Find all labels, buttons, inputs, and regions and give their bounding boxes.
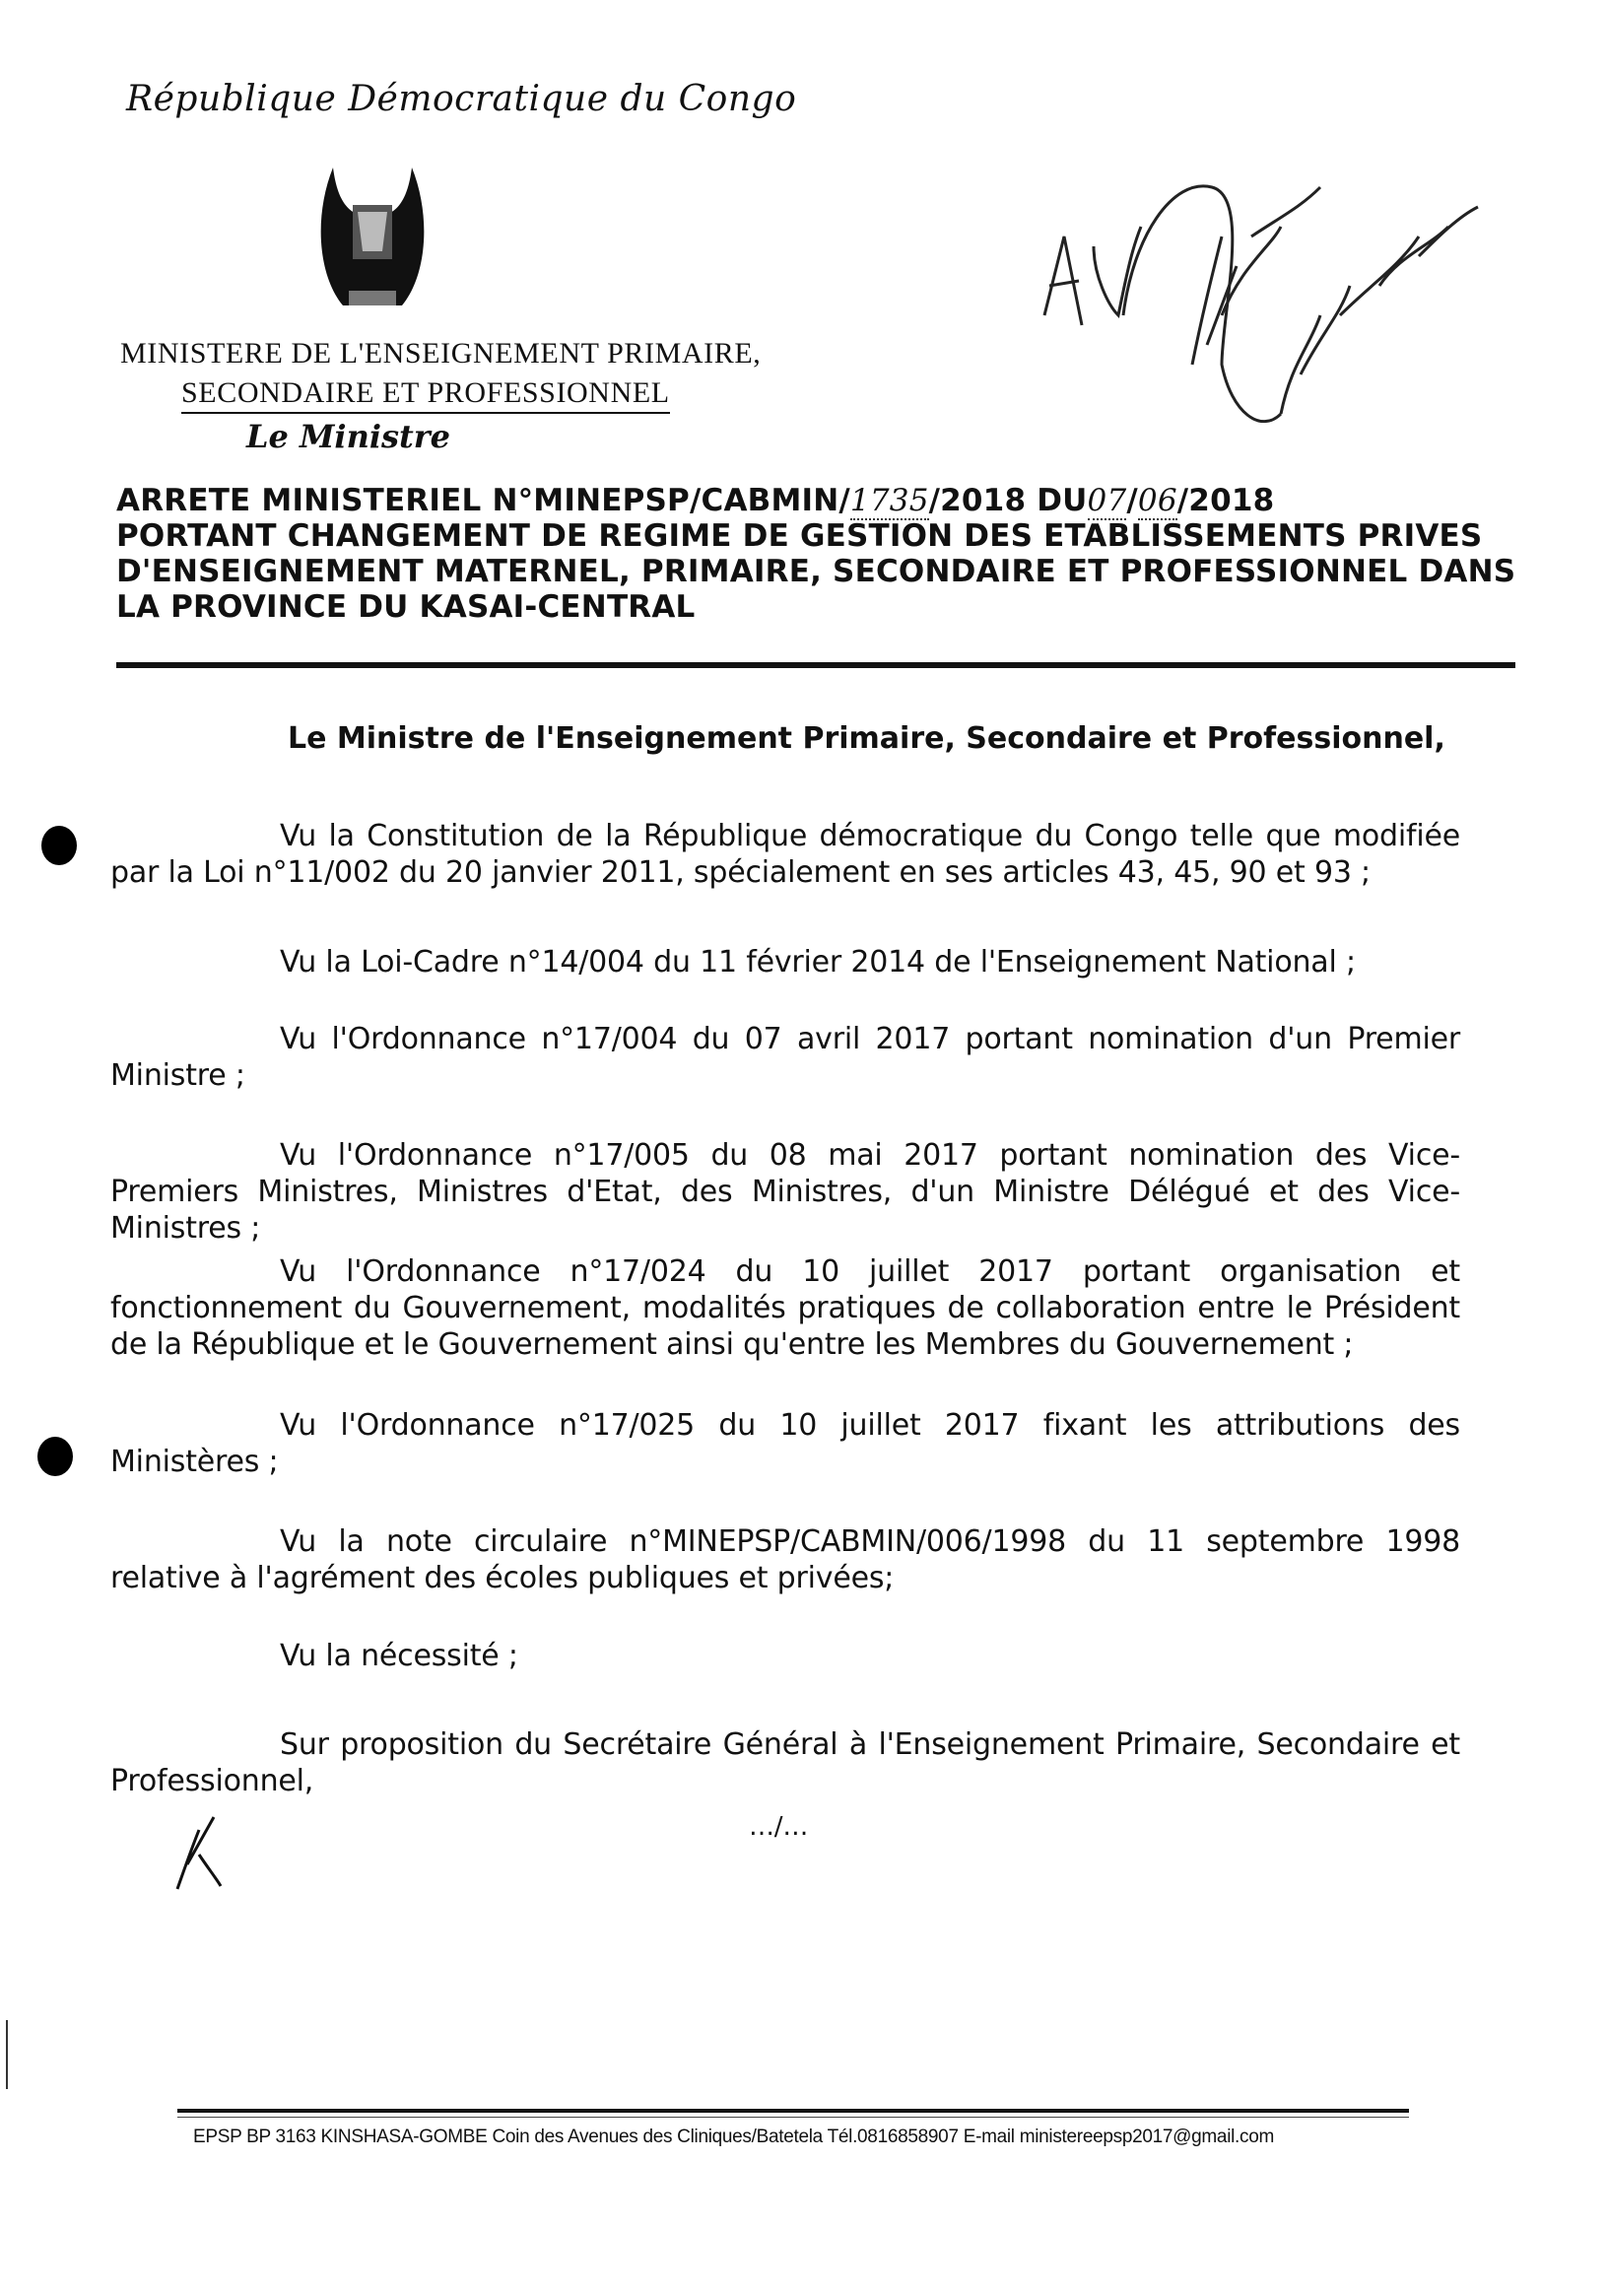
decree-title-line2: PORTANT CHANGEMENT DE REGIME DE GESTION DES ETABLISSEMENTS PRIVES [116, 518, 1483, 554]
consideration-paragraph [110, 944, 1460, 980]
decree-reference-line [116, 483, 1515, 518]
punch-hole-mark [41, 826, 77, 865]
punch-hole-mark [37, 1437, 73, 1476]
scan-margin-line [6, 2020, 8, 2089]
consideration-paragraph [110, 1523, 1460, 1596]
decree-title-line3: D'ENSEIGNEMENT MATERNEL, PRIMAIRE, SECONDAIRE ET PROFESSIONNEL DANS [116, 554, 1516, 589]
consideration-text: Vu l'Ordonnance n°17/025 du 10 juillet 2017 fixant les attributions des Ministères ; [110, 1408, 1460, 1479]
decree-ref-prefix: ARRETE MINISTERIEL N°MINEPSP/CABMIN/ [116, 483, 850, 518]
consideration-text: Vu l'Ordonnance n°17/004 du 07 avril 2017 portant nomination d'un Premier Ministre ; [110, 1022, 1460, 1093]
consideration-text: Vu la nécessité ; [280, 1639, 518, 1673]
decree-ref-year: /2018 [1176, 483, 1275, 518]
decree-title-line4: LA PROVINCE DU KASAI-CENTRAL [116, 589, 696, 625]
consideration-text: Vu la Loi-Cadre n°14/004 du 11 février 2014 de l'Enseignement National ; [280, 945, 1356, 979]
consideration-paragraph [110, 1021, 1460, 1094]
handwritten-annotation-stamp [1025, 118, 1488, 453]
decree-title [116, 483, 1515, 625]
consideration-paragraph [110, 1253, 1460, 1363]
consideration-paragraph [110, 1407, 1460, 1480]
republic-heading: République Démocratique du Congo [126, 79, 797, 119]
title-separator [116, 662, 1515, 668]
ministry-name-line2: SECONDAIRE ET PROFESSIONNEL [181, 376, 670, 414]
decree-ref-mid: /2018 DU [928, 483, 1088, 518]
consideration-paragraph [110, 1638, 1460, 1674]
coat-of-arms-emblem [313, 158, 432, 325]
consideration-paragraph [110, 818, 1460, 891]
consideration-text: Vu l'Ordonnance n°17/024 du 10 juillet 2017 portant organisation et fonctionnement du Gouvernement, modalités pratiques de collaboration entre le Président de la République et le Gouvernement ainsi qu'entre les Membres du Gouvernement ; [110, 1254, 1460, 1362]
footer-rule-thin [177, 2117, 1409, 2118]
decree-day-handwritten: 07 [1087, 483, 1127, 518]
consideration-text: Vu l'Ordonnance n°17/005 du 08 mai 2017 portant nomination des Vice-Premiers Ministres, Ministres d'Etat, des Ministres, d'un Ministre Délégué et des Vice-Ministres ; [110, 1138, 1460, 1246]
handwritten-initial [169, 1815, 229, 1894]
consideration-text: Sur proposition du Secrétaire Général à l'Enseignement Primaire, Secondaire et Professionnel, [110, 1727, 1460, 1798]
consideration-paragraph [110, 1137, 1460, 1247]
minister-heading: Le Ministre de l'Enseignement Primaire, Secondaire et Professionnel, [288, 721, 1445, 756]
footer-contact: EPSP BP 3163 KINSHASA-GOMBE Coin des Avenues des Cliniques/Batetela Tél.0816858907 E-mail ministereepsp2017@gmail.com [193, 2127, 1275, 2147]
consideration-text: Vu la note circulaire n°MINEPSP/CABMIN/006/1998 du 11 septembre 1998 relative à l'agrément des écoles publiques et privées; [110, 1524, 1460, 1595]
consideration-text: Vu la Constitution de la République démocratique du Congo telle que modifiée par la Loi n°11/002 du 20 janvier 2011, spécialement en ses articles 43, 45, 90 et 93 ; [110, 819, 1460, 890]
continuation-mark: …/… [749, 1812, 809, 1842]
decree-ref-sep: / [1126, 483, 1138, 518]
footer-rule [177, 2109, 1409, 2113]
ministry-name-line1: MINISTERE DE L'ENSEIGNEMENT PRIMAIRE, [120, 337, 762, 370]
le-ministre-label: Le Ministre [246, 418, 451, 455]
consideration-paragraph [110, 1726, 1460, 1799]
decree-number-handwritten: 1735 [849, 483, 929, 518]
decree-month-handwritten: 06 [1137, 483, 1177, 518]
